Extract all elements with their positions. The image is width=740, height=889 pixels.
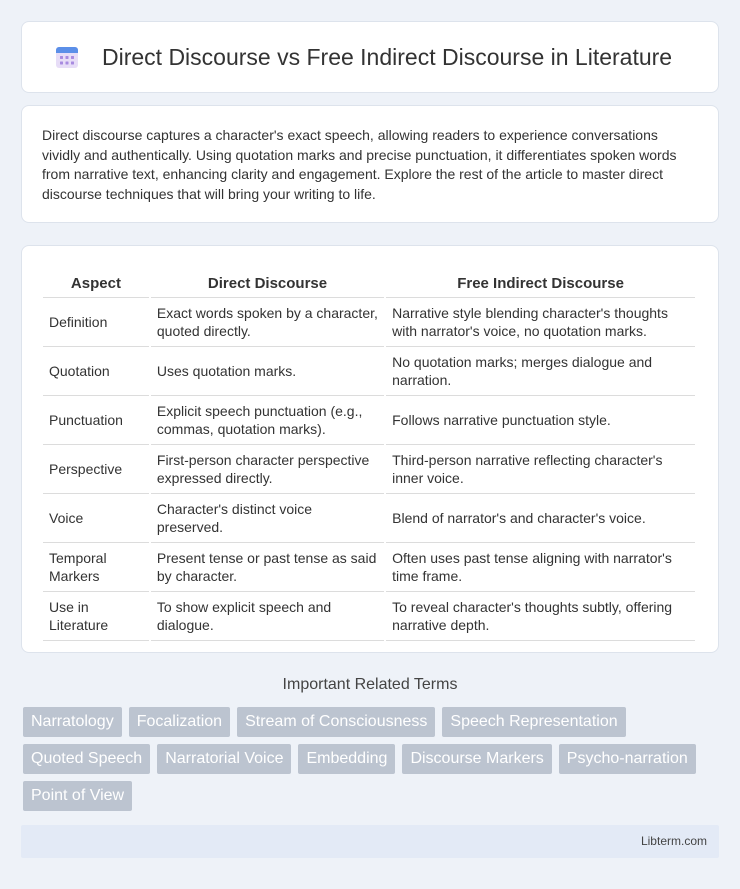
related-terms-list [23,707,713,818]
direct-cell: Uses quotation marks. [151,347,384,396]
related-term-tag[interactable]: Narratology [23,707,122,737]
related-term-tag[interactable]: Speech Representation [442,707,625,737]
table-row [43,298,695,347]
related-term-tag[interactable]: Narratorial Voice [157,744,291,774]
direct-cell: First-person character perspective expressed directly. [151,445,384,494]
free-indirect-cell: Blend of narrator's and character's voice. [386,494,695,543]
footer-site-link[interactable]: Libterm.com [640,834,707,848]
related-term-tag[interactable]: Focalization [129,707,230,737]
table-row [43,347,695,396]
page-title: Direct Discourse vs Free Indirect Discourse in Literature [102,43,673,70]
direct-cell: Present tense or past tense as said by character. [151,543,384,592]
free-indirect-cell: Third-person narrative reflecting character's inner voice. [386,445,695,494]
free-indirect-cell: No quotation marks; merges dialogue and narration. [386,347,695,396]
comparison-card [21,245,719,653]
intro-paragraph: Direct discourse captures a character's exact speech, allowing readers to experience conversations vividly and authentically. Using quotation marks and precise punctuation, it differentiates spoken words from narrative text, enhancing clarity and engagement. Explore the rest of the article to master direct discourse techniques that will bring your writing to life. [42,127,677,202]
related-term-tag[interactable]: Stream of Consciousness [237,707,435,737]
related-terms-title: Important Related Terms [282,676,458,693]
footer [21,825,719,858]
aspect-cell: Temporal Markers [43,543,149,592]
related-term-tag[interactable]: Psycho-narration [559,744,696,774]
table-header-row [43,266,695,298]
aspect-cell: Perspective [43,445,149,494]
related-term-tag[interactable]: Embedding [298,744,395,774]
related-term-tag[interactable]: Quoted Speech [23,744,150,774]
column-header-direct: Direct Discourse [151,266,384,298]
free-indirect-cell: Follows narrative punctuation style. [386,396,695,445]
intro-card [21,105,719,223]
column-header-free-indirect: Free Indirect Discourse [386,266,695,298]
direct-cell: Exact words spoken by a character, quoted directly. [151,298,384,347]
direct-cell: Character's distinct voice preserved. [151,494,384,543]
table-row [43,396,695,445]
comparison-table [41,266,697,641]
table-row [43,592,695,641]
direct-cell: To show explicit speech and dialogue. [151,592,384,641]
related-term-tag[interactable]: Discourse Markers [402,744,551,774]
free-indirect-cell: Narrative style blending character's thoughts with narrator's voice, no quotation marks. [386,298,695,347]
free-indirect-cell: To reveal character's thoughts subtly, offering narrative depth. [386,592,695,641]
aspect-cell: Definition [43,298,149,347]
column-header-aspect: Aspect [43,266,149,298]
related-term-tag[interactable]: Point of View [23,781,132,811]
free-indirect-cell: Often uses past tense aligning with narrator's time frame. [386,543,695,592]
table-row [43,543,695,592]
title-card [21,21,719,93]
direct-cell: Explicit speech punctuation (e.g., commas, quotation marks). [151,396,384,445]
calendar-icon [54,44,80,70]
aspect-cell: Voice [43,494,149,543]
table-row [43,494,695,543]
aspect-cell: Punctuation [43,396,149,445]
table-row [43,445,695,494]
aspect-cell: Use in Literature [43,592,149,641]
aspect-cell: Quotation [43,347,149,396]
